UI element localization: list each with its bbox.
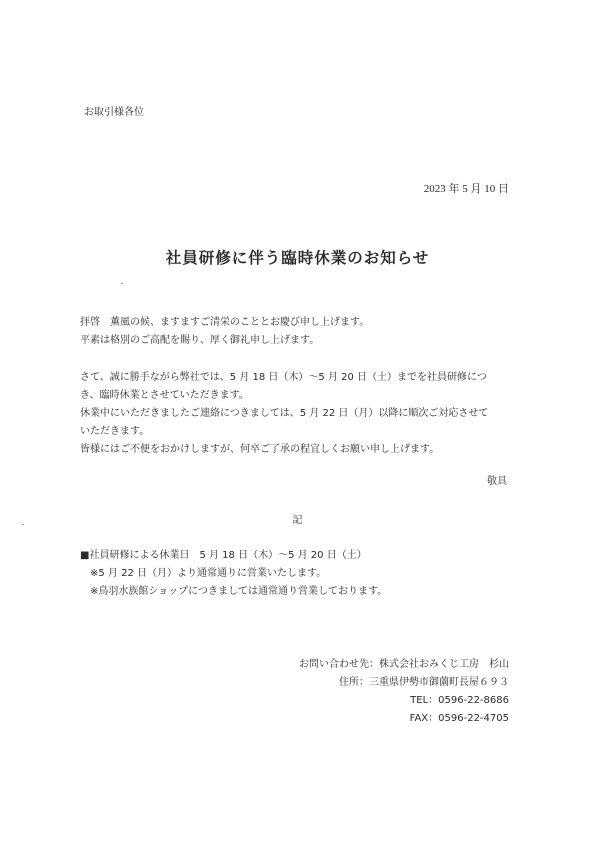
contact-line: お問い合わせ先：株式会社おみくじ工房 杉山 [299, 659, 509, 670]
greeting-line: 平素は格別のご高配を賜り、厚く御礼申し上げます。 [80, 335, 320, 346]
issue-date: 2023 年 5 月 10 日 [423, 183, 509, 195]
scan-speck [22, 524, 24, 525]
ki-heading: 記 [292, 515, 303, 526]
closing-word: 敬具 [487, 476, 507, 487]
scan-speck [121, 283, 123, 284]
detail-line: ■社員研修による休業日 5 月 18 日（木）～5 月 20 日（土） [80, 550, 367, 561]
body-line: さて、誠に勝手ながら弊社では、5 月 18 日（木）～5 月 20 日（土）までを社員研修につ [80, 372, 487, 383]
addressee: お取引様各位 [84, 107, 144, 118]
contact-line: 住所：三重県伊勢市御薗町長屋６９３ [339, 677, 509, 688]
body-line: き、臨時休業とさせていただきます。 [80, 390, 249, 401]
body-line: いただきます。 [80, 426, 150, 437]
detail-line: ※鳥羽水族館ショップにつきましては通常通り営業しております。 [80, 586, 388, 597]
contact-line: FAX：0596-22-4705 [409, 713, 509, 724]
notice-title: 社員研修に伴う臨時休業のお知らせ [165, 249, 430, 267]
greeting-line: 拝啓 薫風の候、ますますご清栄のこととお慶び申し上げます。 [80, 317, 370, 328]
contact-line: TEL：0596-22-8686 [410, 695, 509, 706]
detail-line: ※5 月 22 日（月）より通常通りに営業いたします。 [80, 568, 327, 579]
body-line: 休業中にいただきましたご連絡につきましては、5 月 22 日（月）以降に順次ご対応させて [80, 408, 489, 419]
body-line: 皆様にはご不便をおかけしますが、何卒ご了承の程宜しくお願い申し上げます。 [80, 444, 440, 455]
